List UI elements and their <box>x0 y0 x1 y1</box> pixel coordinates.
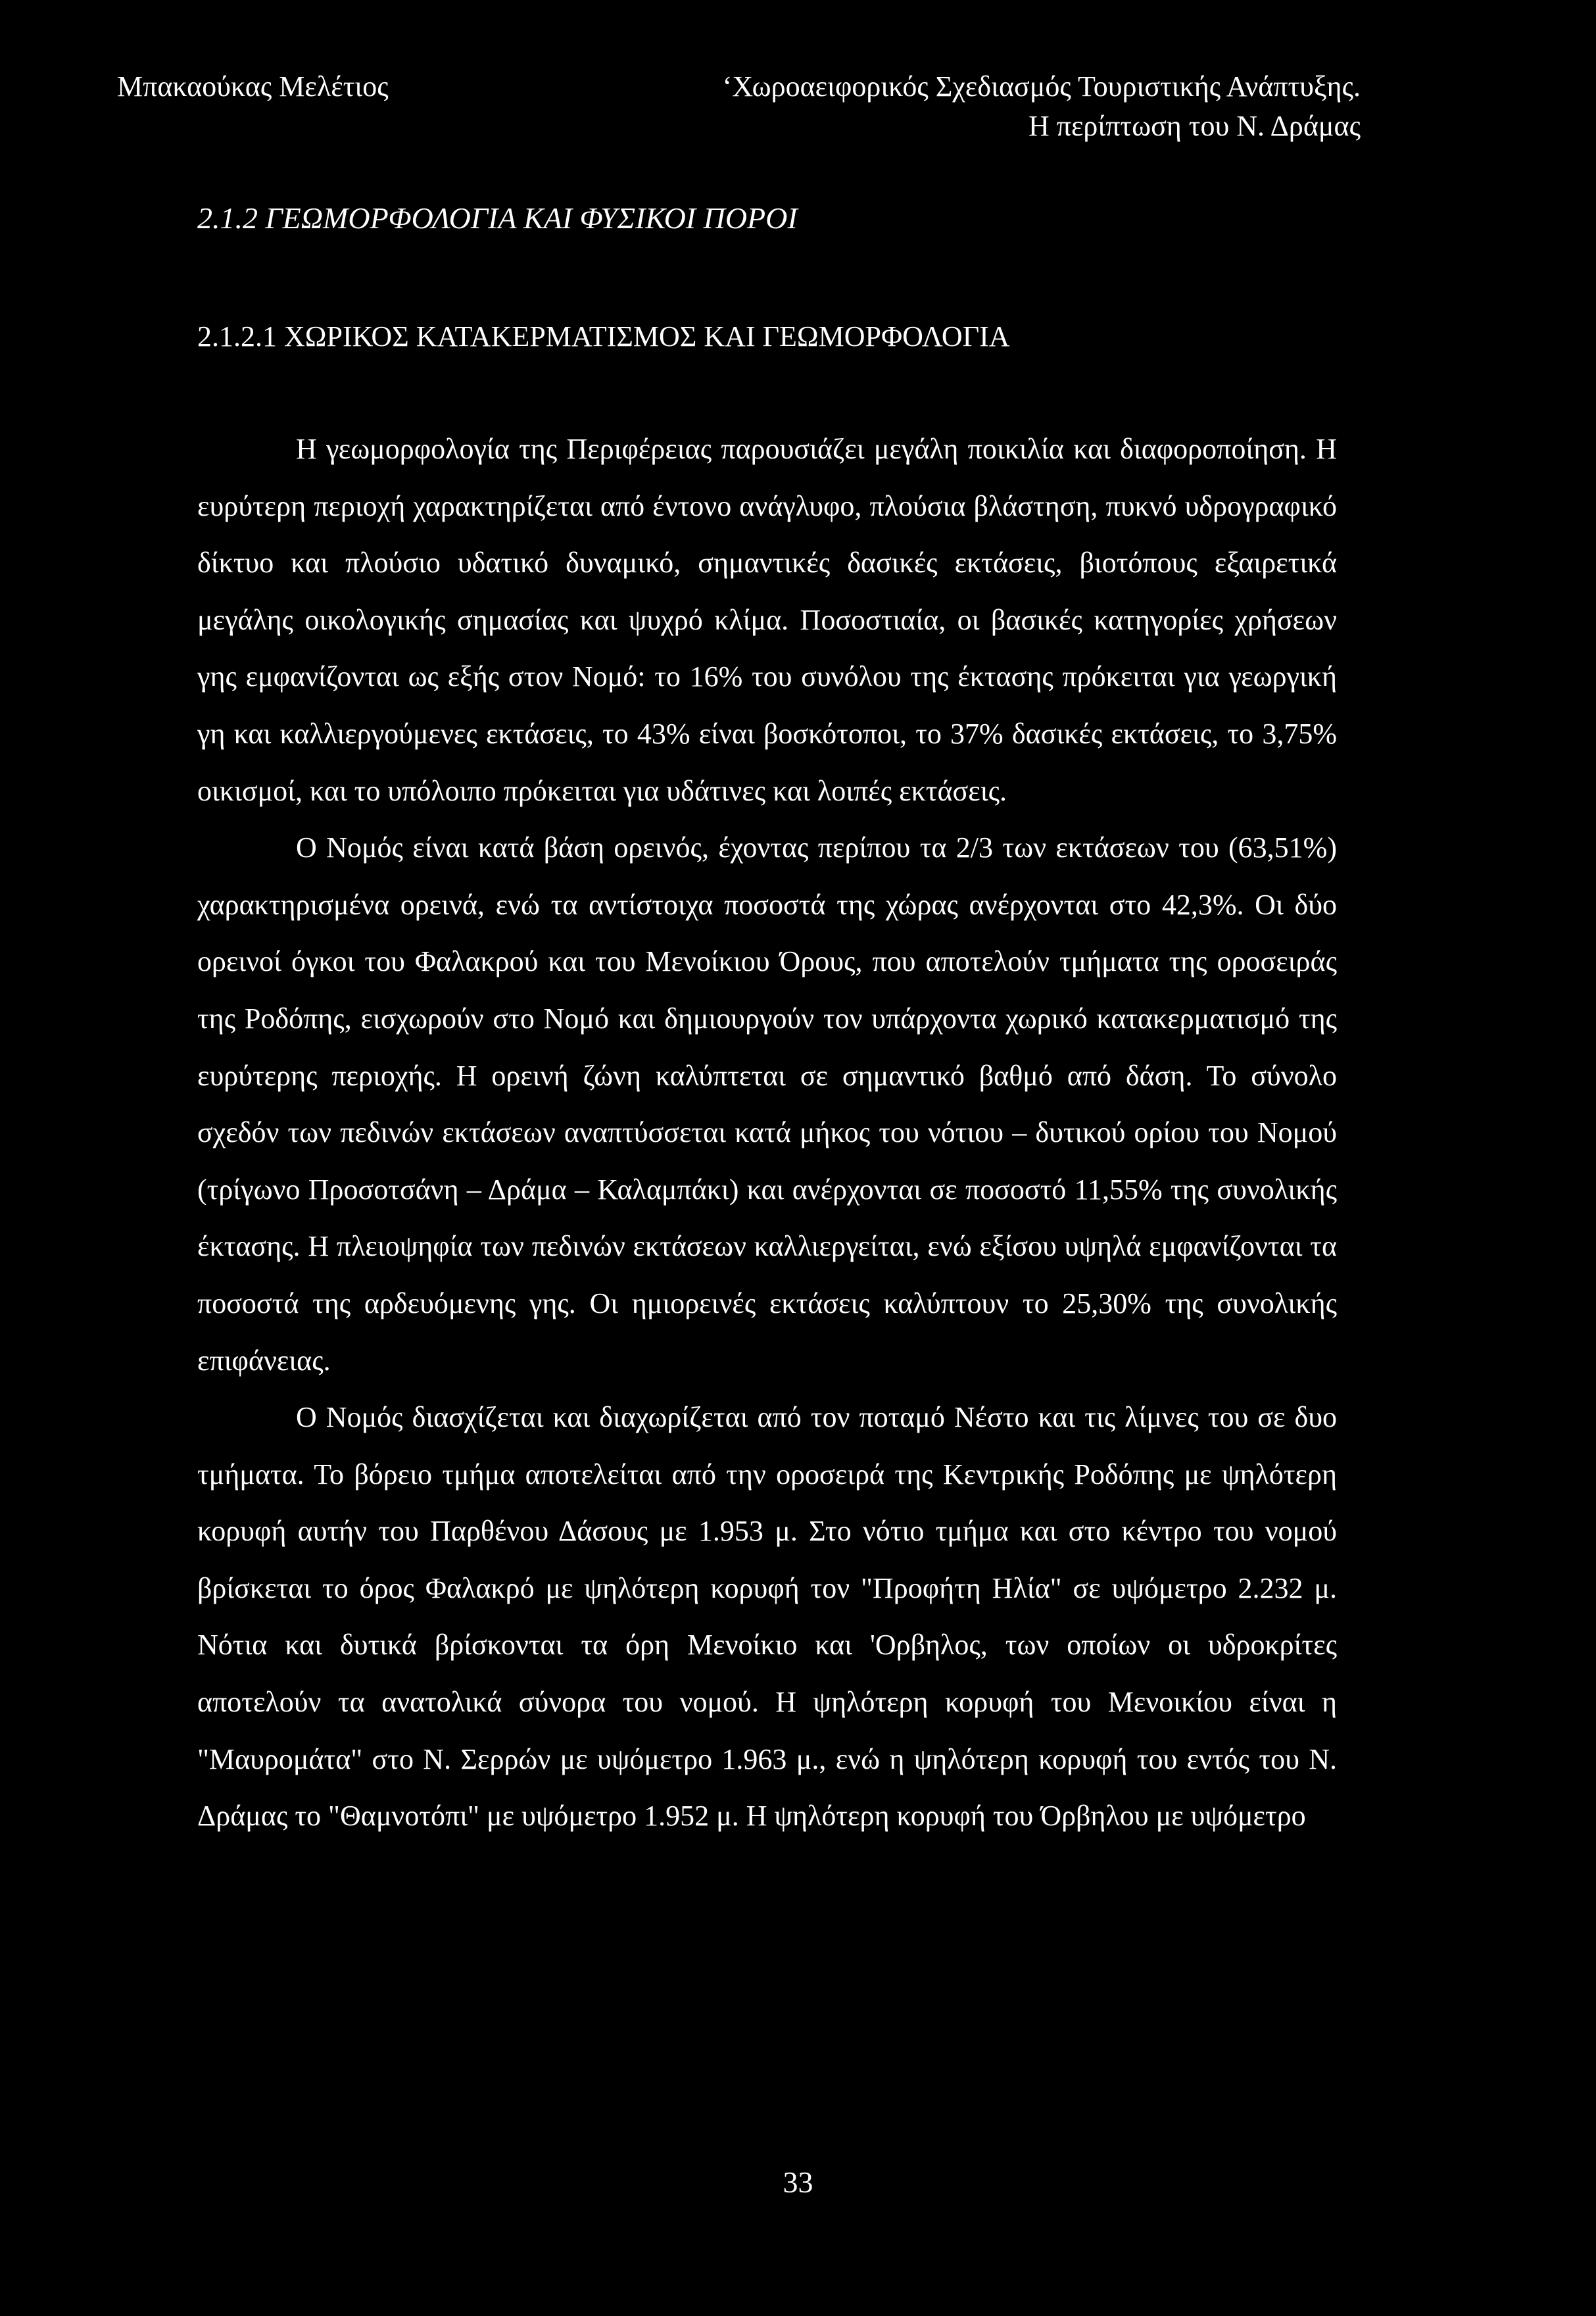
header-title-line-2: Η περίπτωση του Ν. Δράμας <box>1028 110 1361 142</box>
paragraph-3: Ο Νομός διασχίζεται και διαχωρίζεται από τον ποταμό Νέστο και τις λίμνες του σε δυο τμήματα. Το βόρειο τμήμα αποτελείται από την οροσειρά της Κεντρικής Ροδόπης με ψηλότερη κορυφή αυτήν του Παρθένου Δάσους με 1.953 μ. Στο νότιο τμήμα και στο κέντρο του νομού βρίσκεται το όρος Φαλακρό με ψηλότερη κορυφή τον "Προφήτη Ηλία" σε υψόμετρο 2.232 μ. Νότια και δυτικά βρίσκονται τα όρη Μενοίκιο και 'Ορβηλος, των οποίων οι υδροκρίτες αποτελούν τα ανατολικά σύνορα του νομού. Η ψηλότερη κορυφή του Μενοικίου είναι η "Μαυρομάτα" στο Ν. Σερρών με υψόμετρο 1.963 μ., ενώ η ψηλότερη κορυφή του εντός του Ν. Δράμας το "Θαμνοτόπι" με υψόμετρο 1.952 μ. Η ψηλότερη κορυφή του Όρβηλου με υψόμετρο <box>197 1401 1337 1833</box>
subsection-title: 2.1.2.1 ΧΩΡΙΚΟΣ ΚΑΤΑΚΕΡΜΑΤΙΣΜΟΣ ΚΑΙ ΓΕΩΜΟΡΦΟΛΟΓΙΑ <box>197 320 1010 353</box>
header-document-title <box>723 67 1361 146</box>
page-number: 33 <box>783 2165 813 2199</box>
section-title: 2.1.2 ΓΕΩΜΟΡΦΟΛΟΓΙΑ ΚΑΙ ΦΥΣΙΚΟΙ ΠΟΡΟΙ <box>197 201 798 235</box>
body-text <box>197 421 1337 1845</box>
header-title-line-1: ‘Χωροαειφορικός Σχεδιασμός Τουριστικής Ανάπτυξης. <box>722 70 1361 103</box>
header-author: Μπακαούκας Μελέτιος <box>117 70 389 103</box>
paragraph-2: Ο Νομός είναι κατά βάση ορεινός, έχοντας περίπου τα 2/3 των εκτάσεων του (63,51%) χαρακτηρισμένα ορεινά, ενώ τα αντίστοιχα ποσοστά της χώρας ανέρχονται στο 42,3%. Οι δύο ορεινοί όγκοι του Φαλακρού και του Μενοίκιου Όρους, που αποτελούν τμήματα της οροσειράς της Ροδόπης, εισχωρούν στο Νομό και δημιουργούν τον υπάρχοντα χωρικό κατακερματισμό της ευρύτερης περιοχής. Η ορεινή ζώνη καλύπτεται σε σημαντικό βαθμό από δάση. Το σύνολο σχεδόν των πεδινών εκτάσεων αναπτύσσεται κατά μήκος του νότιου – δυτικού ορίου του Νομού (τρίγωνο Προσοτσάνη – Δράμα – Καλαμπάκι) και ανέρχονται σε ποσοστό 11,55% της συνολικής έκτασης. Η πλειοψηφία των πεδινών εκτάσεων καλλιεργείται, ενώ εξίσου υψηλά εμφανίζονται τα ποσοστά της αρδευόμενης γης. Οι ημιορεινές εκτάσεις καλύπτουν το 25,30% της συνολικής επιφάνειας. <box>197 831 1337 1377</box>
paragraph-1: Η γεωμορφολογία της Περιφέρειας παρουσιάζει μεγάλη ποικιλία και διαφοροποίηση. Η ευρύτερη περιοχή χαρακτηρίζεται από έντονο ανάγλυφο, πλούσια βλάστηση, πυκνό υδρογραφικό δίκτυο και πλούσιο υδατικό δυναμικό, σημαντικές δασικές εκτάσεις, βιοτόπους εξαιρετικά μεγάλης οικολογικής σημασίας και ψυχρό κλίμα. Ποσοστιαία, οι βασικές κατηγορίες χρήσεων γης εμφανίζονται ως εξής στον Νομό: το 16% του συνόλου της έκτασης πρόκειται για γεωργική γη και καλλιεργούμενες εκτάσεις, το 43% είναι βοσκότοποι, το 37% δασικές εκτάσεις, το 3,75% οικισμοί, και το υπόλοιπο πρόκειται για υδάτινες και λοιπές εκτάσεις. <box>197 433 1337 807</box>
